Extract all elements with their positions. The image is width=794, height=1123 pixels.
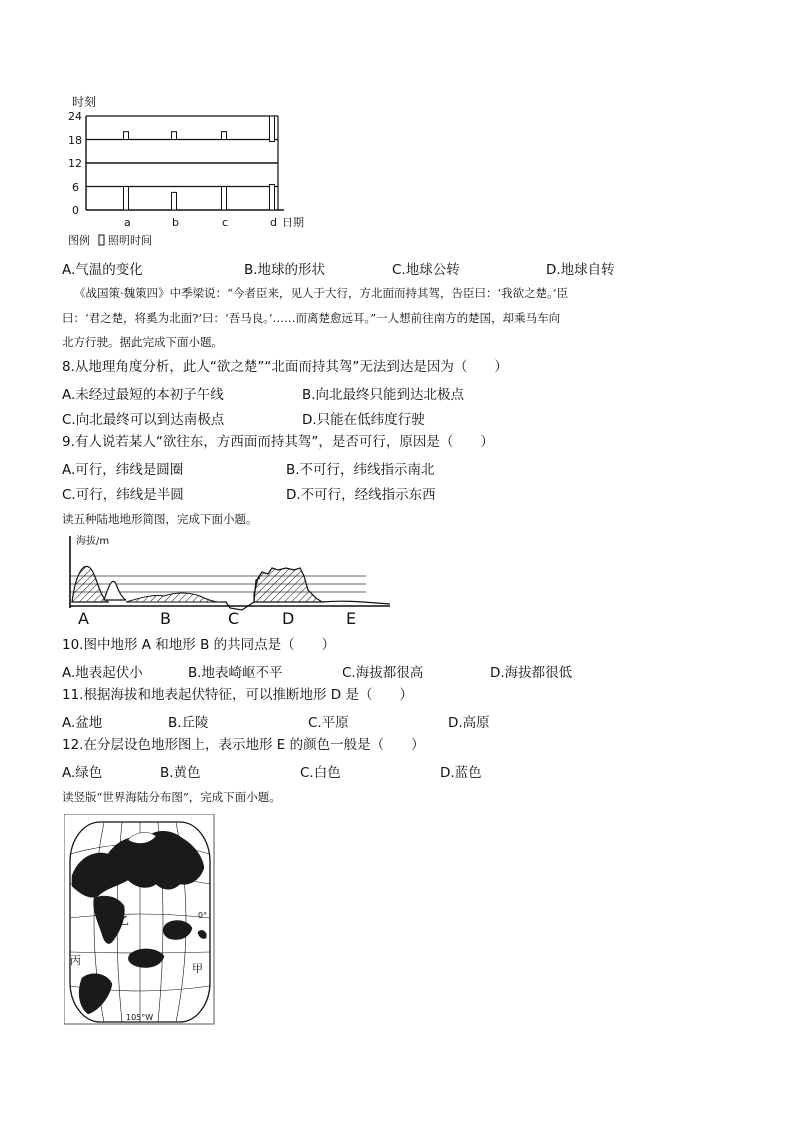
q8-option-a: A.未经过最短的本初子午线 xyxy=(62,387,224,403)
terrain-label-b: B xyxy=(160,609,171,628)
q9-option-c: C.可行，纬线是半圆 xyxy=(62,487,184,503)
lighting-bar-c-morning xyxy=(222,187,227,211)
lighting-bar-b-evening xyxy=(172,132,177,140)
q11-option-d: D.高原 xyxy=(448,715,490,731)
q10-option-c: C.海拔都很高 xyxy=(342,665,424,681)
passage1-line2: 曰：‘君之楚，将奚为北面?’曰：‘吾马良。’……而离楚愈远耳。”一人想前往南方的楚国，却乘马车向 xyxy=(62,311,561,325)
ytick-24: 24 xyxy=(68,110,82,123)
q8-option-b: B.向北最终只能到达北极点 xyxy=(302,387,465,403)
q9-option-b: B.不可行，纬线指示南北 xyxy=(286,462,435,478)
q7-option-a: A.气温的变化 xyxy=(62,262,143,278)
q8-option-d: D.只能在低纬度行驶 xyxy=(302,412,425,428)
lighting-bar-c-evening xyxy=(222,132,227,140)
world-map-vertical xyxy=(64,814,216,1026)
q10-option-d: D.海拔都很低 xyxy=(490,665,573,681)
q8-option-c: C.向北最终可以到达南极点 xyxy=(62,412,225,428)
chart-xlabel: 日期 xyxy=(282,216,304,229)
lighting-bar-a-morning xyxy=(124,187,129,211)
terrain-plateau-d xyxy=(254,568,322,602)
q11-option-b: B.丘陵 xyxy=(168,715,209,731)
xtick-d: d xyxy=(270,216,277,229)
q7-option-d: D.地球自转 xyxy=(546,262,615,278)
ytick-12: 12 xyxy=(68,157,82,170)
xtick-b: b xyxy=(172,216,179,229)
lighting-bar-d-morning xyxy=(270,185,275,210)
chart-ylabel: 时刻 xyxy=(72,95,97,109)
xtick-c: c xyxy=(222,216,229,229)
q10-option-a: A.地表起伏小 xyxy=(62,665,143,681)
passage1-line3: 北方行驶。据此完成下面小题。 xyxy=(62,335,223,349)
ytick-18: 18 xyxy=(68,134,82,147)
lighting-bar-d-evening xyxy=(270,116,275,141)
map-label-jia: 甲 xyxy=(192,962,203,975)
q9-option-d: D.不可行，经线指示东西 xyxy=(286,487,436,503)
q7-option-b: B.地球的形状 xyxy=(244,262,326,278)
ytick-6: 6 xyxy=(72,181,79,194)
map-label-yi: 乙 xyxy=(118,914,129,927)
q9-stem: 9.有人说若某人“欲往东，方西面而持其驾”，是否可行，原因是（ ） xyxy=(62,434,494,450)
q12-option-c: C.白色 xyxy=(300,765,341,781)
map-label-bing: 丙 xyxy=(70,954,81,967)
q12-option-d: D.蓝色 xyxy=(440,765,482,781)
ytick-0: 0 xyxy=(72,204,79,217)
q11-option-c: C.平原 xyxy=(308,715,349,731)
q10-option-b: B.地表崎岖不平 xyxy=(188,665,283,681)
q11-option-a: A.盆地 xyxy=(62,715,103,731)
q8-stem: 8.从地理角度分析，此人“欲之楚”“北面而持其驾”无法到达是因为（ ） xyxy=(62,359,508,375)
legend-prefix: 图例 xyxy=(68,234,90,247)
terrain-label-d: D xyxy=(282,609,295,628)
terrain-ylabel: 海拔/m xyxy=(76,536,110,547)
q12-option-b: B.黄色 xyxy=(160,765,201,781)
terrain-label-e: E xyxy=(346,609,357,628)
lighting-bar-b-morning xyxy=(172,192,177,210)
q9-option-a: A.可行，纬线是圆圈 xyxy=(62,462,184,478)
passage1-line1: 《战国策·魏策四》中季梁说：“今者臣来，见人于大行，方北面而持其驾，告臣曰：‘我欲之楚。’臣 xyxy=(74,286,569,300)
legend-label: 照明时间 xyxy=(108,234,152,247)
terrain-plain-e xyxy=(322,601,390,604)
lighting-time-chart xyxy=(62,92,322,252)
q7-option-c: C.地球公转 xyxy=(392,262,460,278)
passage3: 读竖版“世界海陆分布图”，完成下面小题。 xyxy=(62,790,281,804)
terrain-label-c: C xyxy=(228,609,240,628)
q11-stem: 11.根据海拔和地表起伏特征，可以推断地形 D 是（ ） xyxy=(62,687,413,703)
lighting-bar-a-evening xyxy=(124,132,129,140)
q10-stem: 10.图中地形 A 和地形 B 的共同点是（ ） xyxy=(62,637,336,653)
terrain-label-a: A xyxy=(78,609,89,628)
passage2: 读五种陆地地形简图，完成下面小题。 xyxy=(62,512,258,526)
terrain-region-b xyxy=(126,593,220,602)
map-label-equator: 0° xyxy=(198,911,208,920)
xtick-a: a xyxy=(124,216,131,229)
legend-swatch xyxy=(99,235,104,245)
map-label-meridian: 105°W xyxy=(126,1013,154,1022)
q12-stem: 12.在分层设色地形图上，表示地形 E 的颜色一般是（ ） xyxy=(62,737,425,753)
q12-option-a: A.绿色 xyxy=(62,765,103,781)
terrain-profile xyxy=(64,532,396,628)
